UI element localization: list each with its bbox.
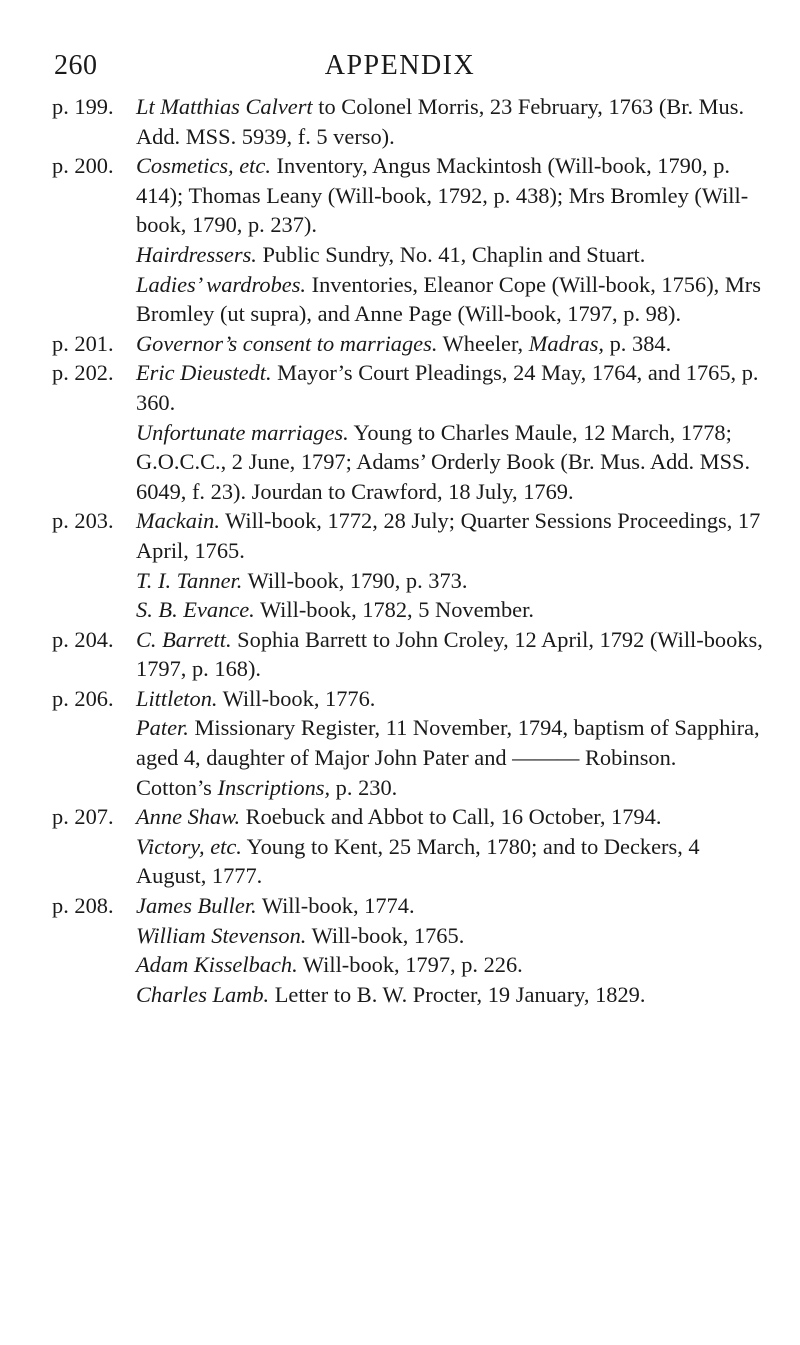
italic-heading: Eric Dieustedt. — [136, 360, 272, 386]
entry-paragraph — [136, 151, 764, 240]
entry-paragraph — [136, 684, 764, 714]
entry-paragraph — [136, 891, 764, 921]
entry-paragraph — [136, 802, 764, 832]
page-reference: p. 207. — [52, 804, 114, 830]
italic-heading: Inscriptions, — [217, 774, 331, 800]
citation-text: Will-book, 1782, 5 November. — [254, 597, 534, 623]
citation-text: to Colonel Morris, 23 February, 1763 (Br. Mus. Add. MSS. 5939, f. 5 verso). — [136, 94, 745, 149]
italic-heading: Ladies’ wardrobes. — [136, 271, 307, 297]
page-header — [0, 50, 800, 90]
page-reference: p. 200. — [52, 153, 114, 179]
citation-text: Young to Kent, 25 March, 1780; and to Deckers, 4 August, 1777. — [136, 833, 700, 889]
appendix-entry — [52, 625, 764, 684]
running-head: APPENDIX — [324, 50, 476, 81]
appendix-entry — [52, 506, 764, 624]
citation-text: Wheeler, — [437, 330, 529, 356]
citation-text: Will-book, 1774. — [256, 893, 415, 919]
page-reference: p. 203. — [52, 508, 114, 534]
italic-heading: Pater. — [136, 715, 189, 741]
italic-heading: Hairdressers. — [136, 241, 257, 267]
citation-text: Inventory, Angus Mackintosh (Will-book, 1790, p. 414); Thomas Leany (Will-book, 1792, p. 438); Mrs Bromley (Will-book, 1790, p. 237). — [136, 153, 749, 238]
italic-heading: William Stevenson. — [136, 922, 307, 948]
italic-heading: Victory, etc. — [136, 833, 242, 859]
citation-text: p. 384. — [604, 330, 672, 356]
citation-text: Will-book, 1765. — [306, 922, 465, 948]
citation-text: Public Sundry, No. 41, Chaplin and Stuart. — [256, 241, 646, 267]
italic-heading: Mackain. — [136, 508, 220, 534]
citation-text: Will-book, 1772, 28 July; Quarter Sessions Proceedings, 17 April, 1765. — [136, 508, 761, 563]
citation-text: Inventories, Eleanor Cope (Will-book, 1756), Mrs Bromley (ut supra), and Anne Page (Will-book, 1797, p. 98). — [136, 271, 761, 327]
citation-text: Will-book, 1790, p. 373. — [242, 567, 468, 593]
appendix-entry — [52, 329, 764, 359]
appendix-entry — [52, 92, 764, 151]
citation-text: Letter to B. W. Procter, 19 January, 1829. — [269, 981, 646, 1007]
appendix-entry — [52, 151, 764, 329]
appendix-entries — [52, 92, 764, 1009]
entry-paragraph — [136, 240, 764, 270]
entry-paragraph — [136, 713, 764, 772]
entry-paragraph — [136, 832, 764, 891]
italic-heading: Anne Shaw. — [136, 804, 241, 830]
italic-heading: Madras, — [528, 330, 605, 356]
entry-paragraph — [136, 921, 764, 951]
citation-text: Will-book, 1776. — [217, 685, 376, 711]
citation-text: Will-book, 1797, p. 226. — [297, 952, 523, 978]
citation-text: Young to Charles Maule, 12 March, 1778; G.O.C.C., 2 June, 1797; Adams’ Orderly Book (Br. Mus. Add. MSS. 6049, f. 23). Jourdan to Crawford, 18 July, 1769. — [136, 419, 751, 504]
page-reference: p. 206. — [52, 685, 114, 711]
entry-paragraph — [136, 270, 764, 329]
citation-text: Mayor’s Court Pleadings, 24 May, 1764, and 1765, p. 360. — [136, 360, 759, 415]
italic-heading: Unfortunate marriages. — [136, 419, 349, 445]
entry-paragraph — [136, 625, 764, 684]
italic-heading: C. Barrett. — [136, 626, 232, 652]
appendix-entry — [52, 684, 764, 802]
citation-text: p. 230. — [330, 774, 398, 800]
italic-heading: Cosmetics, etc. — [136, 153, 271, 179]
italic-heading: Governor’s consent to marriages. — [136, 330, 438, 356]
italic-heading: T. I. Tanner. — [136, 567, 243, 593]
entry-paragraph — [136, 950, 764, 980]
page-reference: p. 202. — [52, 360, 114, 386]
appendix-entry — [52, 358, 764, 506]
citation-text: Cotton’s — [136, 774, 218, 800]
entry-paragraph — [136, 506, 764, 565]
italic-heading: James Buller. — [136, 893, 257, 919]
citation-text: Roebuck and Abbot to Call, 16 October, 1794. — [240, 804, 662, 830]
italic-heading: Adam Kisselbach. — [136, 952, 298, 978]
page-number: 260 — [54, 50, 98, 81]
page-reference: p. 204. — [52, 626, 114, 652]
citation-text: Missionary Register, 11 November, 1794, baptism of Sapphira, aged 4, daughter of Major John Pater and ——— Robinson. — [136, 715, 760, 771]
page-reference: p. 199. — [52, 94, 114, 119]
entry-paragraph — [136, 566, 764, 596]
entry-paragraph — [136, 358, 764, 417]
italic-heading: Charles Lamb. — [136, 981, 270, 1007]
page-reference: p. 201. — [52, 330, 114, 356]
citation-text: Sophia Barrett to John Croley, 12 April, 1792 (Will-books, 1797, p. 168). — [136, 626, 763, 682]
entry-paragraph — [136, 92, 764, 151]
appendix-entry — [52, 802, 764, 891]
entry-paragraph — [136, 329, 764, 359]
italic-heading: Littleton. — [136, 685, 218, 711]
italic-heading: S. B. Evance. — [136, 597, 255, 623]
page-reference: p. 208. — [52, 893, 114, 919]
entry-paragraph — [136, 980, 764, 1010]
entry-paragraph — [136, 773, 764, 803]
appendix-entry — [52, 891, 764, 1009]
entry-paragraph — [136, 418, 764, 507]
italic-heading: Lt Matthias Calvert — [136, 94, 313, 119]
entry-paragraph — [136, 595, 764, 625]
